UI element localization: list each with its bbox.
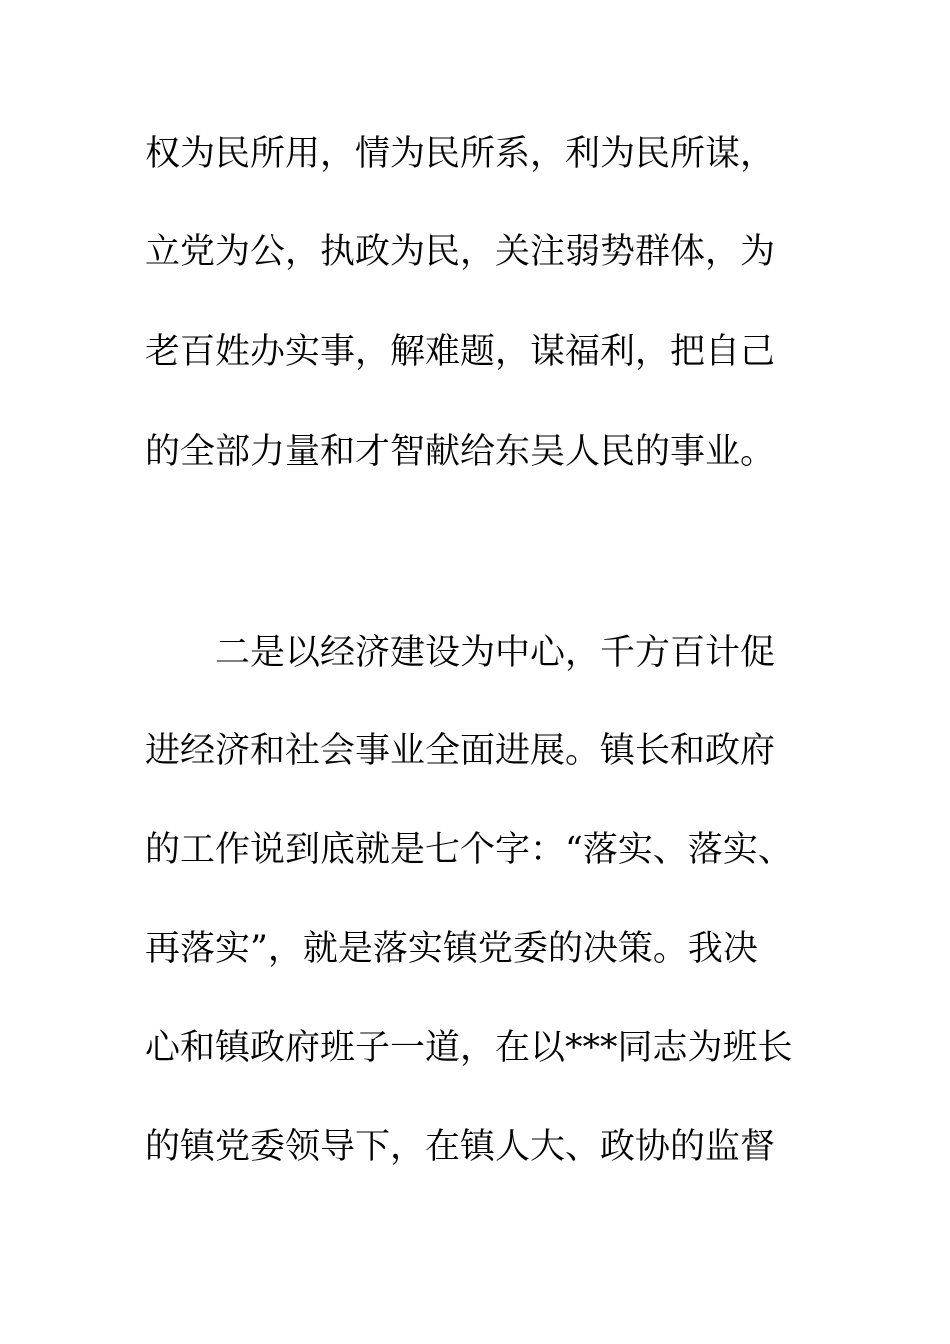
- paragraph-2-line-4: 再落实”，就是落实镇党委的决策。我决: [145, 929, 758, 969]
- paragraph-2-line-6: 的镇党委领导下，在镇人大、政协的监督: [145, 1127, 776, 1167]
- paragraph-2-line-1: 二是以经济建设为中心，千方百计促: [215, 633, 776, 673]
- paragraph-2-line-5: 心和镇政府班子一道，在以***同志为班长: [145, 1028, 793, 1068]
- paragraph-1-line-1: 权为民所用，情为民所系，利为民所谋，: [145, 134, 776, 174]
- paragraph-1-line-4: 的全部力量和才智献给东吴人民的事业。: [145, 432, 776, 472]
- paragraph-2-line-3: 的工作说到底就是七个字：“落实、落实、: [145, 830, 793, 870]
- paragraph-1-line-3: 老百姓办实事，解难题，谋福利，把自己: [145, 332, 776, 372]
- paragraph-1-line-2: 立党为公，执政为民，关注弱势群体，为: [145, 232, 776, 272]
- paragraph-2-line-2: 进经济和社会事业全面进展。镇长和政府: [145, 731, 776, 771]
